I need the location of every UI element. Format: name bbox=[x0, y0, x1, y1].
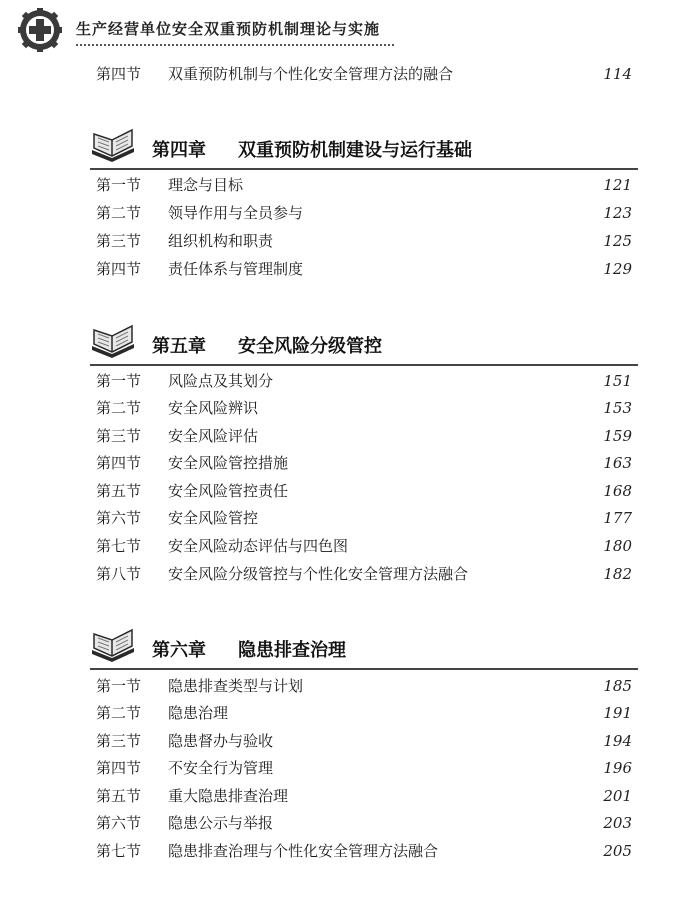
toc-section-title: 隐患排查治理与个性化安全管理方法融合 bbox=[168, 842, 439, 860]
toc-section-title: 安全风险管控措施 bbox=[168, 454, 289, 472]
toc-section-number: 第六节 bbox=[96, 509, 142, 527]
toc-page-number: 177 bbox=[603, 509, 632, 527]
toc-page-number: 168 bbox=[603, 482, 632, 500]
toc-section-number: 第五节 bbox=[96, 787, 142, 805]
toc-entry[interactable] bbox=[96, 729, 632, 753]
toc-page-number: 194 bbox=[603, 732, 632, 750]
toc-section-title: 责任体系与管理制度 bbox=[168, 260, 304, 278]
toc-section-title: 隐患治理 bbox=[168, 704, 229, 722]
toc-entry[interactable] bbox=[96, 701, 632, 725]
toc-section-number: 第二节 bbox=[96, 704, 142, 722]
toc-section-number: 第一节 bbox=[96, 372, 142, 390]
chapter-title: 隐患排查治理 bbox=[238, 640, 346, 661]
toc-entry[interactable] bbox=[96, 784, 632, 808]
toc-section-title: 重大隐患排查治理 bbox=[168, 787, 289, 805]
toc-section-number: 第七节 bbox=[96, 842, 142, 860]
toc-section-title: 组织机构和职责 bbox=[168, 232, 274, 250]
toc-page-number: 129 bbox=[603, 260, 632, 278]
open-book-icon bbox=[90, 322, 136, 358]
toc-section-title: 双重预防机制与个性化安全管理方法的融合 bbox=[168, 65, 454, 83]
toc-page-number: 201 bbox=[603, 787, 632, 805]
toc-section-title: 风险点及其划分 bbox=[168, 372, 274, 390]
toc-section-number: 第八节 bbox=[96, 565, 142, 583]
chapter-rule bbox=[90, 364, 638, 366]
toc-entry[interactable] bbox=[96, 674, 632, 698]
toc-entry[interactable] bbox=[96, 62, 632, 86]
toc-section-title: 隐患公示与举报 bbox=[168, 814, 274, 832]
toc-entry[interactable] bbox=[96, 424, 632, 448]
chapter-heading[interactable] bbox=[90, 322, 638, 368]
toc-section-title: 安全风险分级管控与个性化安全管理方法融合 bbox=[168, 565, 469, 583]
toc-page-number: 185 bbox=[603, 677, 632, 695]
toc-page-number: 151 bbox=[603, 372, 632, 390]
toc-page-number: 114 bbox=[603, 65, 632, 83]
toc-entry[interactable] bbox=[96, 257, 632, 281]
toc-page-number: 180 bbox=[603, 537, 632, 555]
toc-entry[interactable] bbox=[96, 201, 632, 225]
toc-entry[interactable] bbox=[96, 229, 632, 253]
toc-page-number: 203 bbox=[603, 814, 632, 832]
chapter-heading[interactable] bbox=[90, 626, 638, 672]
toc-page-number: 205 bbox=[603, 842, 632, 860]
toc-section-number: 第一节 bbox=[96, 176, 142, 194]
toc-section-number: 第四节 bbox=[96, 454, 142, 472]
toc-entry[interactable] bbox=[96, 756, 632, 780]
open-book-icon bbox=[90, 126, 136, 162]
gear-cross-logo-icon bbox=[18, 8, 62, 52]
toc-section-number: 第三节 bbox=[96, 232, 142, 250]
toc-entry[interactable] bbox=[96, 479, 632, 503]
toc-page-number: 121 bbox=[603, 176, 632, 194]
toc-section-title: 安全风险辨识 bbox=[168, 399, 259, 417]
toc-entry[interactable] bbox=[96, 396, 632, 420]
toc-section-number: 第一节 bbox=[96, 677, 142, 695]
chapter-rule bbox=[90, 668, 638, 670]
toc-section-number: 第四节 bbox=[96, 260, 142, 278]
toc-section-title: 领导作用与全员参与 bbox=[168, 204, 304, 222]
chapter-title: 安全风险分级管控 bbox=[238, 336, 382, 357]
toc-section-number: 第二节 bbox=[96, 399, 142, 417]
toc-page-number: 153 bbox=[603, 399, 632, 417]
chapter-heading[interactable] bbox=[90, 126, 638, 172]
toc-entry[interactable] bbox=[96, 811, 632, 835]
toc-section-title: 理念与目标 bbox=[168, 176, 244, 194]
toc-page-number: 182 bbox=[603, 565, 632, 583]
toc-page-number: 123 bbox=[603, 204, 632, 222]
toc-page-number: 163 bbox=[603, 454, 632, 472]
toc-entry[interactable] bbox=[96, 534, 632, 558]
toc-section-title: 安全风险动态评估与四色图 bbox=[168, 537, 349, 555]
toc-section-title: 隐患排查类型与计划 bbox=[168, 677, 304, 695]
toc-section-title: 安全风险管控 bbox=[168, 509, 259, 527]
toc-entry[interactable] bbox=[96, 451, 632, 475]
toc-section-number: 第七节 bbox=[96, 537, 142, 555]
toc-section-title: 安全风险评估 bbox=[168, 427, 259, 445]
toc-entry[interactable] bbox=[96, 839, 632, 863]
toc-section-title: 安全风险管控责任 bbox=[168, 482, 289, 500]
toc-section-number: 第五节 bbox=[96, 482, 142, 500]
toc-section-number: 第三节 bbox=[96, 427, 142, 445]
toc-entry[interactable] bbox=[96, 173, 632, 197]
running-header bbox=[18, 8, 381, 52]
toc-section-number: 第四节 bbox=[96, 65, 142, 83]
chapter-title: 双重预防机制建设与运行基础 bbox=[238, 140, 472, 161]
running-header-title: 生产经营单位安全双重预防机制理论与实施 bbox=[76, 20, 381, 38]
toc-section-title: 隐患督办与验收 bbox=[168, 732, 274, 750]
toc-section-number: 第六节 bbox=[96, 814, 142, 832]
toc-page-number: 191 bbox=[603, 704, 632, 722]
toc-page-number: 196 bbox=[603, 759, 632, 777]
open-book-icon bbox=[90, 626, 136, 662]
toc-entry[interactable] bbox=[96, 369, 632, 393]
toc-section-number: 第四节 bbox=[96, 759, 142, 777]
toc-section-number: 第二节 bbox=[96, 204, 142, 222]
toc-entry[interactable] bbox=[96, 506, 632, 530]
toc-page-number: 125 bbox=[603, 232, 632, 250]
chapter-number: 第五章 bbox=[152, 336, 206, 357]
chapter-number: 第四章 bbox=[152, 140, 206, 161]
chapter-number: 第六章 bbox=[152, 640, 206, 661]
chapter-rule bbox=[90, 168, 638, 170]
toc-section-number: 第三节 bbox=[96, 732, 142, 750]
toc-entry[interactable] bbox=[96, 562, 632, 586]
header-dotted-rule bbox=[76, 44, 394, 46]
toc-page-number: 159 bbox=[603, 427, 632, 445]
toc-section-title: 不安全行为管理 bbox=[168, 759, 274, 777]
